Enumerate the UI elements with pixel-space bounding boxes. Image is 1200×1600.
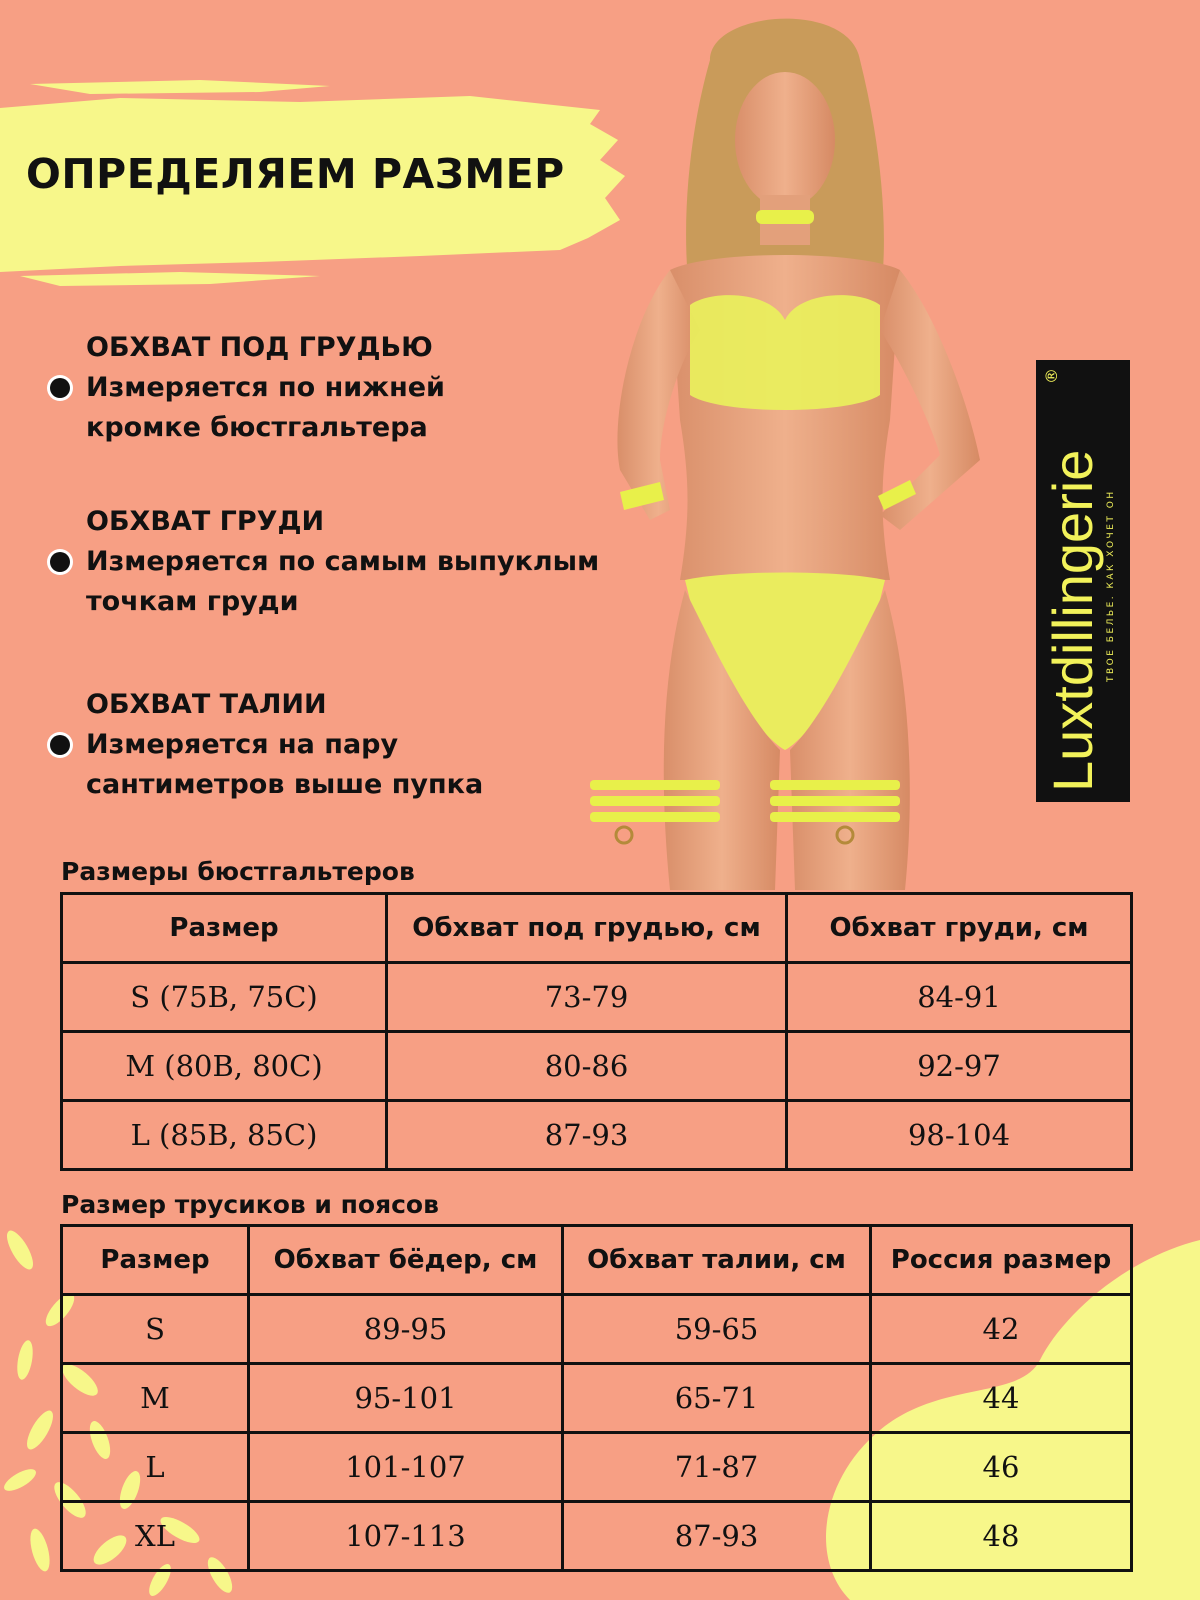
table-cell: 44 xyxy=(871,1364,1132,1433)
table-cell: S (75B, 75C) xyxy=(62,963,387,1032)
measurement-heading: ОБХВАТ ТАЛИИ xyxy=(86,689,327,720)
table-row xyxy=(62,1364,1132,1433)
bullet-dot-icon xyxy=(50,552,70,572)
table-cell: 80-86 xyxy=(387,1032,787,1101)
brand-logo-box xyxy=(1036,360,1130,802)
measurement-waist xyxy=(48,685,648,805)
table-cell: M (80B, 80C) xyxy=(62,1032,387,1101)
measurement-text: Измеряется по самым выпуклым точкам груди xyxy=(86,546,600,617)
table-cell: 98-104 xyxy=(787,1101,1132,1170)
table-row xyxy=(62,1433,1132,1502)
registered-mark: ® xyxy=(1042,368,1061,384)
measurement-bust xyxy=(48,502,648,622)
table-row xyxy=(62,963,1132,1032)
bullet-dot-icon xyxy=(50,378,70,398)
model-photo-icon xyxy=(560,0,1030,890)
bullet-dot-icon xyxy=(50,735,70,755)
table-cell: 89-95 xyxy=(249,1295,563,1364)
bra-table-caption: Размеры бюстгальтеров xyxy=(61,857,415,886)
table-row xyxy=(62,1101,1132,1170)
table-cell: 71-87 xyxy=(563,1433,871,1502)
table-header-row xyxy=(62,894,1132,963)
brand-name: Luxtdillingerie xyxy=(1041,449,1104,792)
table-cell: 48 xyxy=(871,1502,1132,1571)
table-cell: 42 xyxy=(871,1295,1132,1364)
table-cell: L xyxy=(62,1433,249,1502)
table-cell: L (85B, 85C) xyxy=(62,1101,387,1170)
column-header: Размер xyxy=(62,1226,249,1295)
table-row xyxy=(62,1502,1132,1571)
table-cell: M xyxy=(62,1364,249,1433)
table-cell: 65-71 xyxy=(563,1364,871,1433)
table-cell: 92-97 xyxy=(787,1032,1132,1101)
table-header-row xyxy=(62,1226,1132,1295)
table-cell: 46 xyxy=(871,1433,1132,1502)
measurement-text: Измеряется на пару сантиметров выше пупка xyxy=(86,729,484,800)
table-row xyxy=(62,1032,1132,1101)
measurement-text: Измеряется по нижней кромке бюстгальтера xyxy=(86,372,445,443)
panty-size-table xyxy=(60,1224,1133,1572)
column-header: Обхват груди, см xyxy=(787,894,1132,963)
column-header: Обхват под грудью, см xyxy=(387,894,787,963)
panty-table-caption: Размер трусиков и поясов xyxy=(61,1190,439,1219)
column-header: Размер xyxy=(62,894,387,963)
brand-logo xyxy=(1036,360,1130,802)
column-header: Обхват талии, см xyxy=(563,1226,871,1295)
table-cell: 73-79 xyxy=(387,963,787,1032)
table-cell: 107-113 xyxy=(249,1502,563,1571)
page-title: ОПРЕДЕЛЯЕМ РАЗМЕР xyxy=(26,150,565,198)
table-cell: XL xyxy=(62,1502,249,1571)
column-header: Обхват бёдер, см xyxy=(249,1226,563,1295)
table-cell: S xyxy=(62,1295,249,1364)
table-cell: 95-101 xyxy=(249,1364,563,1433)
bra-size-table xyxy=(60,892,1133,1171)
table-cell: 59-65 xyxy=(563,1295,871,1364)
table-cell: 101-107 xyxy=(249,1433,563,1502)
table-cell: 87-93 xyxy=(563,1502,871,1571)
table-row xyxy=(62,1295,1132,1364)
measurement-heading: ОБХВАТ ПОД ГРУДЬЮ xyxy=(86,332,433,363)
table-cell: 84-91 xyxy=(787,963,1132,1032)
brand-tagline: ТВОЕ БЕЛЬЕ. КАК ХОЧЕТ ОН xyxy=(1106,489,1116,682)
measurement-heading: ОБХВАТ ГРУДИ xyxy=(86,506,325,537)
measurement-underbust xyxy=(48,328,648,448)
column-header: Россия размер xyxy=(871,1226,1132,1295)
table-cell: 87-93 xyxy=(387,1101,787,1170)
